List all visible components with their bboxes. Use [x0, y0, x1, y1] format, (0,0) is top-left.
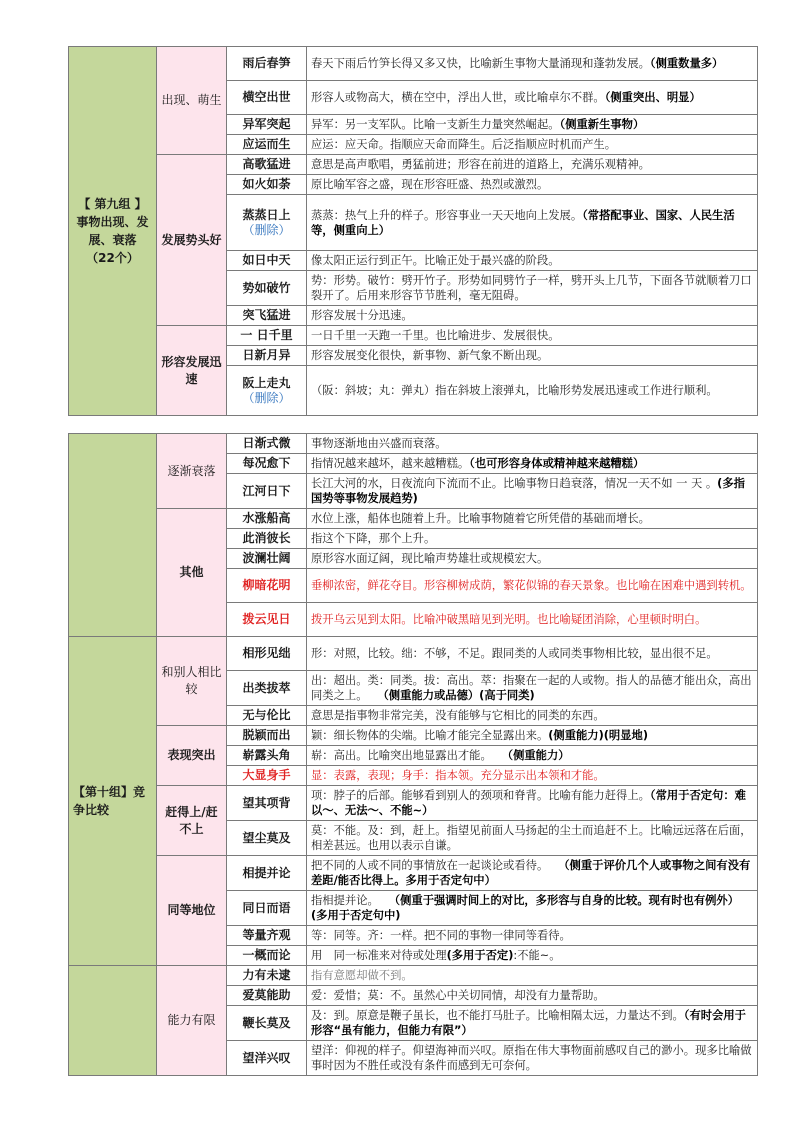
subcategory-label: 其他: [157, 509, 227, 637]
idiom-definition: 指有意愿却做不到。: [307, 966, 758, 986]
idiom-term: 脱颖而出: [227, 726, 307, 746]
idiom-definition: 形容发展变化很快，新事物、新气象不断出现。: [307, 346, 758, 366]
idiom-table-group-10: [68, 433, 758, 1076]
idiom-term: 雨后春笋: [227, 47, 307, 81]
delete-note: （删除）: [242, 222, 291, 237]
idiom-definition: 爱：爱惜；莫：不。虽然心中关切同情，却没有力量帮助。: [307, 986, 758, 1006]
idiom-definition: 原比喻军容之盛，现在形容旺盛、热烈或激烈。: [307, 175, 758, 195]
idiom-term: 一概而论: [227, 946, 307, 966]
idiom-term: 崭露头角: [227, 746, 307, 766]
subcategory-label: 形容发展迅速: [157, 326, 227, 416]
idiom-term: 一 日千里: [227, 326, 307, 346]
idiom-term: 每况愈下: [227, 454, 307, 474]
group-label-10: 【第十组】竞 争比较: [69, 637, 157, 966]
idiom-definition: 把不同的人或不同的事情放在一起谈论或看待。 （侧重于评价几个人或事物之间有没有差距/能否比得上。多用于否定句中）: [307, 856, 758, 891]
idiom-term: 异军突起: [227, 115, 307, 135]
idiom-definition: 垂柳浓密，鲜花夺目。形容柳树成荫，繁花似锦的春天景象。也比喻在困难中遇到转机。: [307, 569, 758, 603]
idiom-definition: 项：脖子的后部。能够看到别人的颈项和脊背。比喻有能力赶得上。（常用于否定句：难以～、无法～、不能~）: [307, 786, 758, 821]
idiom-definition: 崭：高出。比喻突出地显露出才能。 （侧重能力）: [307, 746, 758, 766]
group-label-blank: [69, 434, 157, 637]
idiom-term: 势如破竹: [227, 271, 307, 306]
idiom-definition: 意思是高声歌唱，勇猛前进；形容在前进的道路上，充满乐观精神。: [307, 155, 758, 175]
idiom-definition: 指情况越来越坏，越来越糟糕。（也可形容身体或精神越来越糟糕）: [307, 454, 758, 474]
idiom-term: 大显身手: [227, 766, 307, 786]
idiom-definition: 应运：应天命。指顺应天命而降生。后泛指顺应时机而产生。: [307, 135, 758, 155]
idiom-term: 波澜壮阔: [227, 549, 307, 569]
idiom-term: 望洋兴叹: [227, 1041, 307, 1076]
idiom-definition: 出：超出。类：同类。拔：高出。萃：指聚在一起的人或物。指人的品德才能出众，高出同类之上。 （侧重能力或品德）(高于同类): [307, 671, 758, 706]
idiom-definition: 颖：细长物体的尖端。比喻才能完全显露出来。(侧重能力)(明显地): [307, 726, 758, 746]
subcategory-label: 出现、萌生: [157, 47, 227, 155]
idiom-table-group-9: [68, 46, 758, 416]
idiom-term: 同日而语: [227, 891, 307, 926]
delete-note: （删除）: [242, 390, 291, 405]
idiom-definition: 长江大河的水，日夜流向下流而不止。比喻事物日趋衰落，情况一天不如 一 天 。(多指国势等事物发展趋势): [307, 474, 758, 509]
idiom-definition: 意思是指事物非常完美，没有能够与它相比的同类的东西。: [307, 706, 758, 726]
idiom-definition: 等：同等。齐：一样。把不同的事物一律同等看待。: [307, 926, 758, 946]
idiom-term: 水涨船高: [227, 509, 307, 529]
group-label-blank: [69, 966, 157, 1076]
subcategory-label: 逐渐衰落: [157, 434, 227, 509]
subcategory-label: 同等地位: [157, 856, 227, 966]
subcategory-label: 表现突出: [157, 726, 227, 786]
idiom-definition: 莫：不能。及：到，赶上。指望见前面人马扬起的尘土而追赶不上。比喻远远落在后面，相差甚远。也用以表示自谦。: [307, 821, 758, 856]
idiom-term: 日渐式微: [227, 434, 307, 454]
idiom-term: 横空出世: [227, 81, 307, 115]
idiom-definition: 形：对照，比较。绌：不够，不足。跟同类的人或同类事物相比较，显出很不足。: [307, 637, 758, 671]
idiom-definition: 原形容水面辽阔，现比喻声势雄壮或规模宏大。: [307, 549, 758, 569]
idiom-definition: 蒸蒸：热气上升的样子。形容事业一天天地向上发展。（常搭配事业、国家、人民生活等，侧重向上）: [307, 195, 758, 251]
idiom-definition: 拨开乌云见到太阳。比喻冲破黑暗见到光明。也比喻疑团消除，心里顿时明白。: [307, 603, 758, 637]
idiom-definition: （阪：斜坡；丸：弹丸）指在斜坡上滚弹丸，比喻形势发展迅速或工作进行顺利。: [307, 366, 758, 416]
idiom-term: 无与伦比: [227, 706, 307, 726]
idiom-term: 此消彼长: [227, 529, 307, 549]
idiom-definition: 形容发展十分迅速。: [307, 306, 758, 326]
idiom-term: 如火如荼: [227, 175, 307, 195]
idiom-term: 相形见绌: [227, 637, 307, 671]
idiom-definition: 指这个下降，那个上升。: [307, 529, 758, 549]
idiom-term: 望其项背: [227, 786, 307, 821]
idiom-term: 望尘莫及: [227, 821, 307, 856]
idiom-definition: 势：形势。破竹：劈开竹子。形势如同劈竹子一样，劈开头上几节，下面各节就顺着刀口裂开了。后用来形容节节胜利，毫无阻碍。: [307, 271, 758, 306]
idiom-term: 爱莫能助: [227, 986, 307, 1006]
idiom-term: 江河日下: [227, 474, 307, 509]
subcategory-label: 发展势头好: [157, 155, 227, 326]
idiom-term: 出类拔萃: [227, 671, 307, 706]
idiom-definition: 及：到。原意是鞭子虽长，也不能打马肚子。比喻相隔太远，力量达不到。（有时会用于形容“虽有能力，但能力有限”）: [307, 1006, 758, 1041]
idiom-term: 蒸蒸日上 （删除）: [227, 195, 307, 251]
idiom-definition: 指相提并论。 （侧重于强调时间上的对比，多形容与自身的比较。现有时也有例外）(多用于否定句中): [307, 891, 758, 926]
subcategory-label: 和别人相比较: [157, 637, 227, 726]
idiom-definition: 异军：另一支军队。比喻一支新生力量突然崛起。（侧重新生事物）: [307, 115, 758, 135]
idiom-definition: 事物逐渐地由兴盛而衰落。: [307, 434, 758, 454]
idiom-definition: 像太阳正运行到正午。比喻正处于最兴盛的阶段。: [307, 251, 758, 271]
group-label-9: 【 第九组 】 事物出现、发 展、衰落 （22个）: [69, 47, 157, 416]
idiom-term: 高歌猛进: [227, 155, 307, 175]
idiom-definition: 一日千里一天跑一千里。也比喻进步、发展很快。: [307, 326, 758, 346]
idiom-term: 力有未逮: [227, 966, 307, 986]
idiom-term: 阪上走丸 （删除）: [227, 366, 307, 416]
subcategory-label: 赶得上/赶不上: [157, 786, 227, 856]
idiom-term: 拨云见日: [227, 603, 307, 637]
idiom-term: 相提并论: [227, 856, 307, 891]
idiom-definition: 望洋：仰视的样子。仰望海神而兴叹。原指在伟大事物面前感叹自己的渺小。现多比喻做事时因为不胜任或没有条件而感到无可奈何。: [307, 1041, 758, 1076]
idiom-term: 如日中天: [227, 251, 307, 271]
idiom-definition: 水位上涨，船体也随着上升。比喻事物随着它所凭借的基础而增长。: [307, 509, 758, 529]
idiom-definition: 春天下雨后竹笋长得又多又快，比喻新生事物大量涌现和蓬勃发展。（侧重数量多）: [307, 47, 758, 81]
subcategory-label: 能力有限: [157, 966, 227, 1076]
idiom-term: 等量齐观: [227, 926, 307, 946]
idiom-term: 应运而生: [227, 135, 307, 155]
idiom-term: 日新月异: [227, 346, 307, 366]
idiom-term: 鞭长莫及: [227, 1006, 307, 1041]
idiom-definition: 用 同一标准来对待或处理(多用于否定):不能~。: [307, 946, 758, 966]
idiom-term: 柳暗花明: [227, 569, 307, 603]
idiom-definition: 显：表露，表现；身手：指本领。充分显示出本领和才能。: [307, 766, 758, 786]
idiom-definition: 形容人或物高大，横在空中，浮出人世，或比喻卓尔不群。（侧重突出、明显）: [307, 81, 758, 115]
idiom-term: 突飞猛进: [227, 306, 307, 326]
